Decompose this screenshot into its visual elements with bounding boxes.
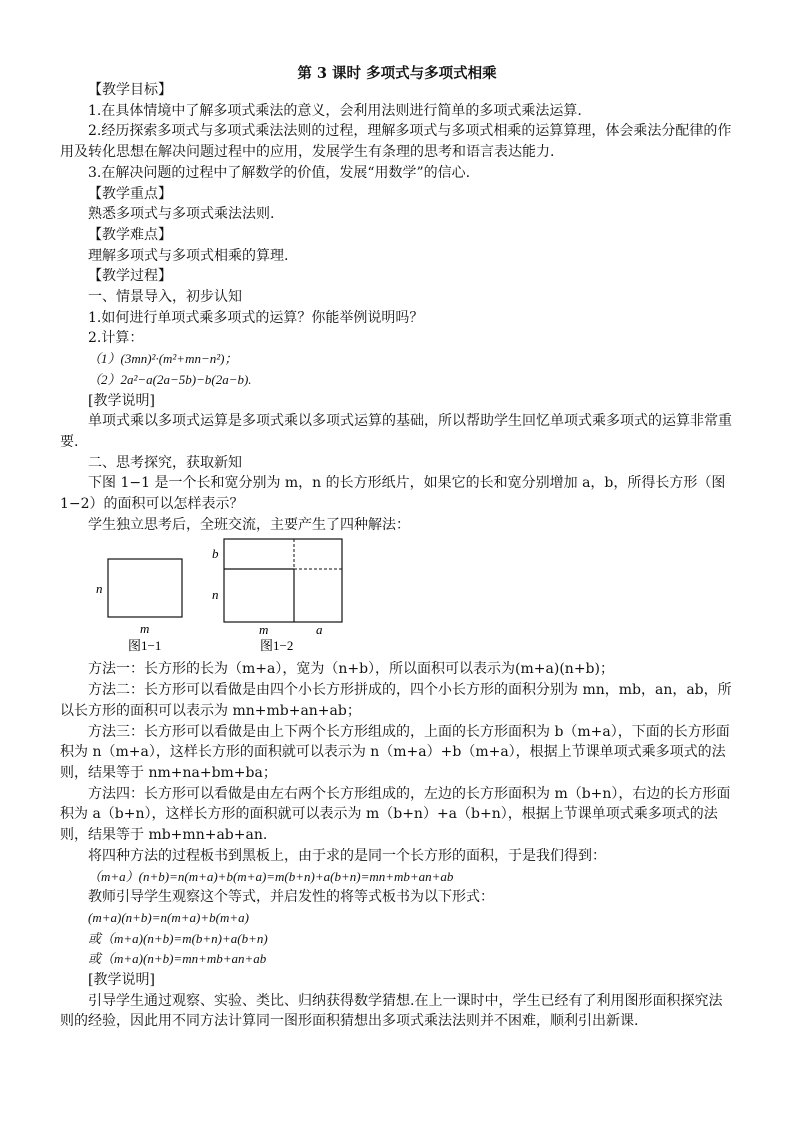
section-heading-goals: 【教学目标】 [88,82,172,98]
subsection-heading: 二、思考探究，获取新知 [88,454,242,471]
paragraph: 引导学生通过观察、实验、类比、归纳获得数学猜想.在上一课时中，学生已经有了利用图形面积探究法则的经验，因此用不同方法计算同一图形面积猜想出多项式乘法法则并不困难，顺利引出新课. [60,992,723,1030]
subsection-heading: 一、情景导入，初步认知 [88,289,242,306]
label-a: a [316,622,323,638]
method-one: 方法一：长方形的长为（m+a），宽为（n+b），所以面积可以表示为(m+a)(n+b)； [88,661,614,678]
formula-line: （m+a）(n+b)=n(m+a)+b(m+a)=m(b+n)+a(b+n)=mn+mb+an+ab [88,868,454,884]
teaching-note-heading: [教学说明] [88,392,155,409]
paragraph: 下图 1−1 是一个长和宽分别为 m，n 的长方形纸片，如果它的长和宽分别增加 a，b，所得长方形（图 1−2）的面积可以怎样表示？ [60,475,726,513]
label-m: m [140,621,150,637]
figure-1-1 [96,559,182,653]
formula-line: 或（m+a)(n+b)=mn+mb+an+ab [88,951,267,967]
rectangle-m-by-n [108,559,182,617]
paragraph: 3.在解决问题的过程中了解数学的价值，发展“用数学”的信心. [88,164,471,181]
paragraph: 1.如何进行单项式乘多项式的运算？你能举例说明吗？ [88,309,424,326]
method-four: 方法四：长方形可以看做是由左右两个长方形组成的，左边的长方形面积为 m（b+n），右边的长方形面积为 a（b+n），这样长方形的面积就可以表示为 m（b+n）+a（b+n），根据上节课单项式乘多项式的法则，结果等于 mb+mn+ab+an. [60,785,731,844]
figure-1-2 [212,539,342,653]
formula-line: （2）2a²−a(2a−5b)−b(2a−b). [88,371,252,387]
figure-caption: 图1−2 [260,638,294,654]
rectangle-figures [60,535,736,659]
section-heading-process: 【教学过程】 [88,268,172,285]
figures-row [60,535,736,659]
paragraph: 2.计算： [88,330,144,347]
formula-line: （1）(3mn)²·(m²+mn−n²)； [88,351,238,367]
enlarged-rectangle [224,539,342,622]
paragraph: 熟悉多项式与多项式乘法法则. [88,206,275,223]
formula-line: (m+a)(n+b)=n(m+a)+b(m+a) [88,909,249,925]
label-n: n [96,581,103,597]
section-heading-difficulties: 【教学难点】 [88,226,172,243]
document-body [60,80,736,1032]
method-two: 方法二：长方形可以看做是由四个小长方形拼成的，四个小长方形的面积分别为 mn，mb，an，ab，所以长方形的面积可以表示为 mn+mb+an+ab； [60,682,732,719]
paragraph: 1.在具体情境中了解多项式乘法的意义，会利用法则进行简单的多项式乘法运算. [88,102,582,119]
page-title: 第 3 课时 多项式与多项式相乘 [297,65,497,82]
paragraph: 将四种方法的过程板书到黑板上，由于求的是同一个长方形的面积，于是我们得到： [88,847,606,864]
label-m: m [259,622,269,638]
paragraph: 2.经历探索多项式与多项式乘法法则的过程，理解多项式与多项式相乘的运算算理，体会乘法分配律的作用及转化思想在解决问题过程中的应用，发展学生有条理的思考和语言表达能力. [60,123,732,161]
figure-caption: 图1−1 [128,638,162,654]
teaching-note-heading: [教学说明] [88,972,155,989]
paragraph: 理解多项式与多项式相乘的算理. [88,247,289,264]
label-b: b [212,546,219,562]
paragraph: 学生独立思考后，全班交流，主要产生了四种解法： [88,516,410,533]
paragraph: 教师引导学生观察这个等式，并启发性的将等式板书为以下形式： [88,889,494,906]
method-three: 方法三：长方形可以看做是由上下两个长方形组成的，上面的长方形面积为 b（m+a），下面的长方形面积为 n（m+a），这样长方形的面积就可以表示为 n（m+a）+b（m+a），根据上节课单项式乘多项式的法则，结果等于 nm+na+bm+ba； [60,723,730,781]
section-heading-key-points: 【教学重点】 [88,185,172,202]
formula-line: 或（m+a)(n+b)=m(b+n)+a(b+n) [88,930,268,946]
label-n: n [212,587,219,603]
paragraph: 单项式乘以多项式运算是多项式乘以多项式运算的基础，所以帮助学生回忆单项式乘多项式的运算非常重要. [60,413,732,450]
